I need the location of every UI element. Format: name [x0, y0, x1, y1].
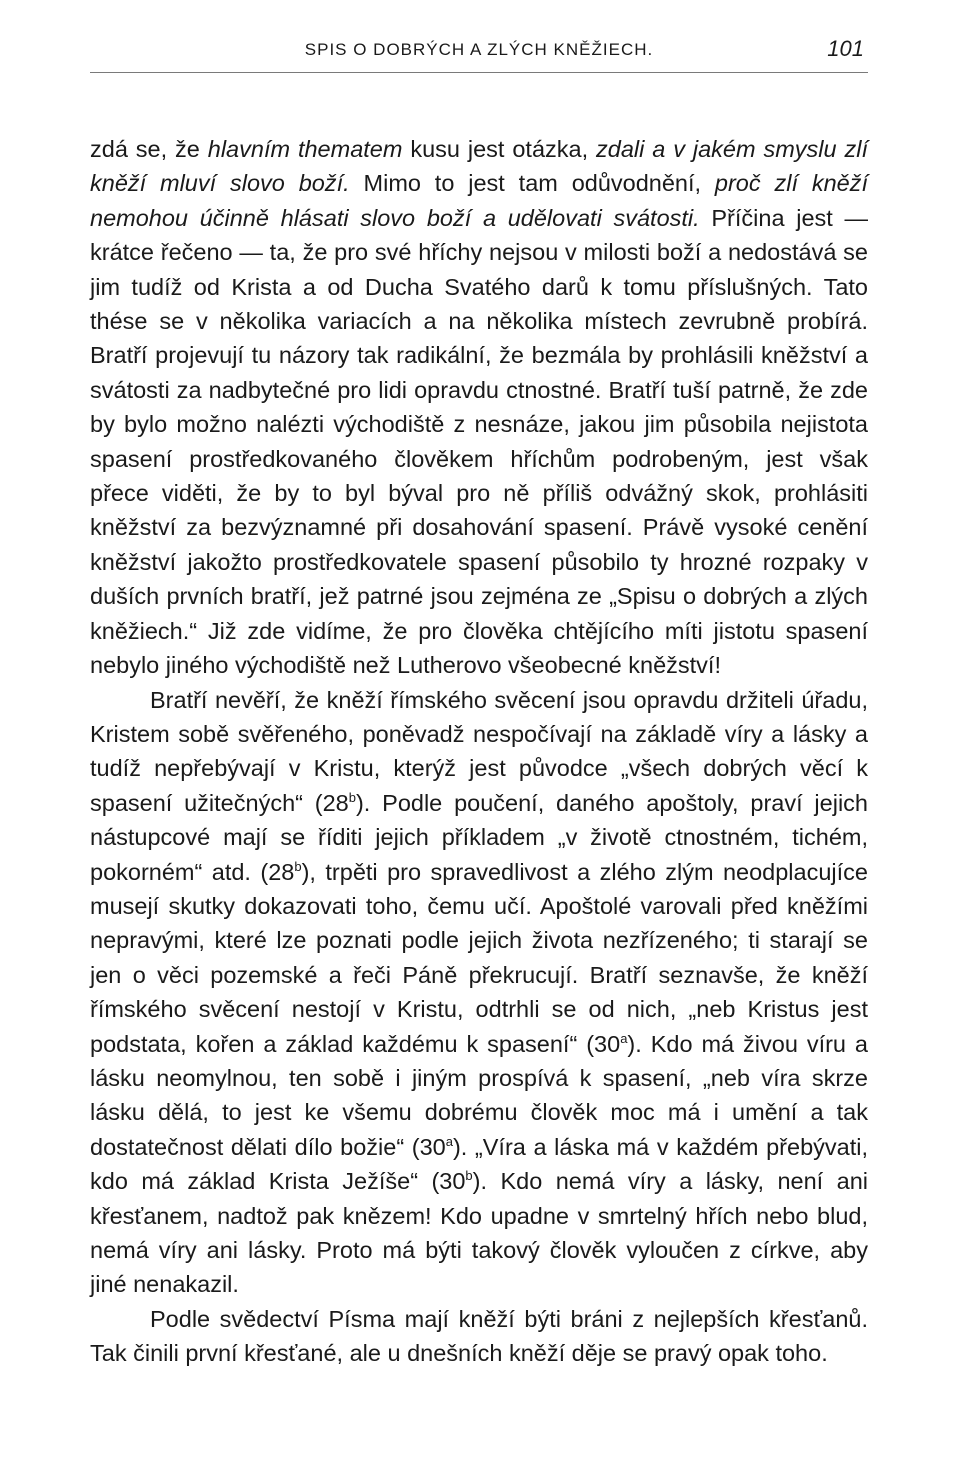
running-head [90, 36, 868, 72]
page-number: 101 [827, 36, 864, 61]
footnote-reference: b [348, 789, 356, 805]
text-span: kusu jest otázka, [402, 136, 597, 162]
paragraph [90, 132, 868, 683]
italic-span: hlavním thematem [207, 136, 403, 162]
footnote-reference: b [294, 858, 302, 874]
paragraph [90, 1302, 868, 1371]
italic-span: zdali a v jakém smyslu zlí kněží mluví slovo boží. [90, 136, 868, 197]
running-title: SPIS O DOBRÝCH A ZLÝCH KNĚŽIECH. [304, 40, 654, 59]
footnote-reference: b [465, 1168, 473, 1184]
footnote-reference: a [620, 1030, 628, 1046]
text-span: Mimo to jest tam odůvodnění, [349, 170, 715, 197]
text-span: ). Kdo nemá víry a lásky, není ani křesťanem, nadtož pak knězem! Kdo upadne v smrtelný hřích nebo blud, nemá víry ani lásky. Proto má býti takový člověk vyloučen z církve, aby jiné nenakazil. [90, 1168, 868, 1298]
footnote-reference: a [445, 1133, 453, 1149]
text-span: Podle svědectví Písma mají kněží býti bráni z nejlepších křesťanů. Tak činili první křesťané, ale u dnešních kněží děje se pravý opak toho. [90, 1305, 868, 1367]
text-span: ). Kdo má živou víru a lásku neomylnou, ten sobě i jiným prospívá k spasení, „neb víra skrze lásku dělá, to jest ke všemu dobrému člověk moc má i umění a tak dostatečnost dělati dílo božie“ (30 [90, 1030, 868, 1160]
text-span: ), trpěti pro spravedlivost a zlého zlým neodplacujíce musejí skutky dokazovati toho, čemu učí. Apoštolé varovali před kněžími nepravými, které lze poznati podle jejich života nezřízeného; ti starají se jen o věci pozemské a řeči Páně překrucují. Bratří seznavše, že kněží římského svěcení nestojí v Kristu, odtrhli se od nich, „neb Kristus jest podstata, kořen a základ každému k spasení“ (30 [90, 858, 868, 1057]
text-span: ). Podle poučení, daného apoštoly, praví jejich nástupcové mají se říditi jejich příkladem „v životě ctnostném, tichém, pokorném“ atd. (28 [90, 789, 868, 885]
paragraph [90, 683, 868, 1302]
text-span: Příčina jest — krátce řečeno — ta, že pro své hříchy nejsou v milosti boží a nedostává se jim tudíž od Krista a od Ducha Svatého darů k tomu příslušných. Tato thése se v několika variacích a na několika místech zevrubně probírá. Bratří projevují tu názory tak radikální, že bezmála by prohlásili kněžství a svátosti za nadbytečné pro lidi opravdu ctnostné. Bratří tuší patrně, že zde by bylo možno nalézti východiště z nesnáze, jakou jim působila nejistota spasení prostředkovaného člověkem hříchům podrobeným, jest však přece viděti, že by to byl býval pro ně příliš odvážný skok, prohlásiti kněžství za bezvýznamné při dosahování spasení. Právě vysoké cenění kněžství jakožto prostředkovatele spasení působilo ty hrozné rozpaky v duších prvních bratří, jež patrné jsou zejména ze „Spisu o dobrých a zlých kněžiech.“ Již zde vidíme, že pro člověka chtějícího míti jistotu spasení nebylo jiného východiště než Lutherovo všeobecné kněžství! [90, 204, 868, 679]
italic-span: proč zlí kněží nemohou účinně hlásati slovo boží a udělovati svátosti. [90, 170, 868, 231]
text-span: ). „Víra a láska má v každém přebývati, kdo má základ Krista Ježíše“ (30 [90, 1133, 868, 1195]
text-span: zdá se, že [90, 136, 208, 162]
header-rule [90, 72, 868, 73]
body-text [90, 132, 868, 1371]
text-span: Bratří nevěří, že kněží římského svěcení jsou opravdu držiteli úřadu, Kristem sobě svěřeného, poněvadž nespočívají na základě víry a lásky a tudíž nepřebývají v Kristu, kterýž jest původce „všech dobrých věcí k spasení užitečných“ (28 [90, 686, 868, 816]
